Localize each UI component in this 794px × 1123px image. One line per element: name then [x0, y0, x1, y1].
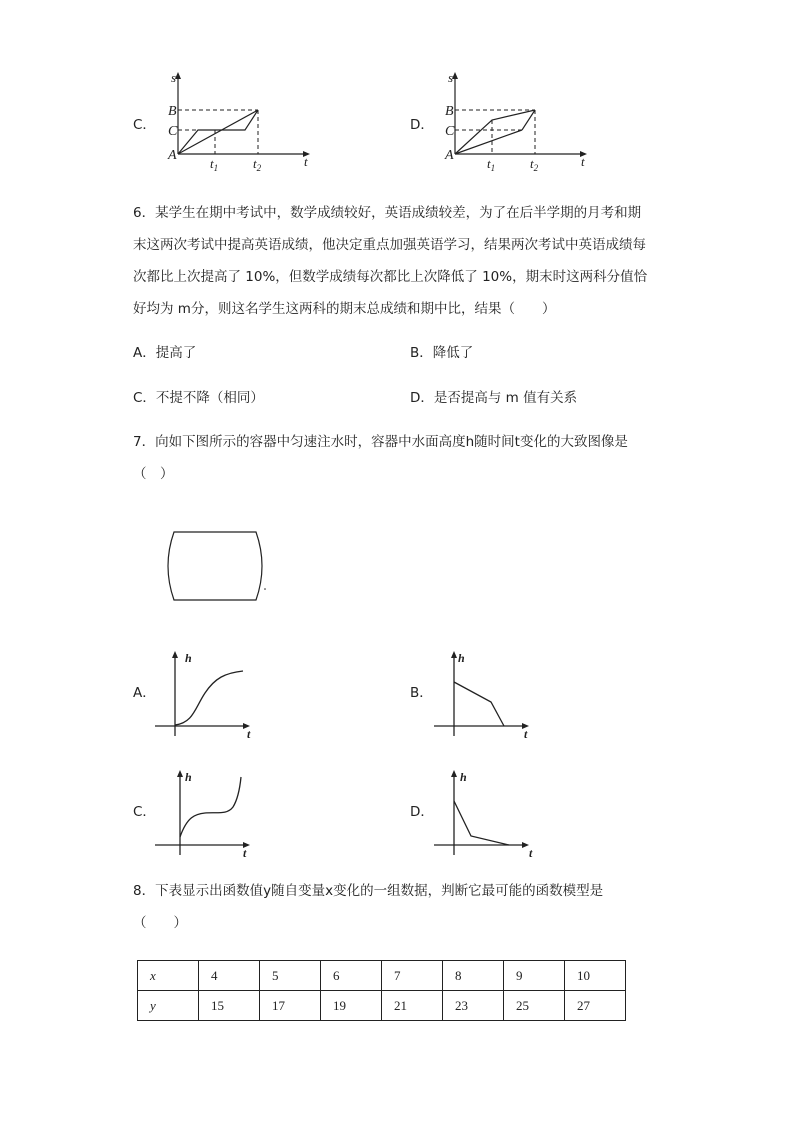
t-axis-label: t: [243, 846, 247, 860]
table-row-y: [138, 991, 626, 1021]
h-axis-label: h: [185, 770, 192, 784]
table-cell: 17: [260, 991, 321, 1021]
t-axis-label: t: [524, 727, 528, 741]
s-axis-label: s: [448, 70, 454, 85]
q6-option-b: B．降低了: [410, 345, 474, 361]
container-diagram: [164, 530, 270, 604]
q5-option-c-label: C．: [133, 117, 156, 133]
q5-option-d-label: D．: [410, 117, 434, 133]
q6-line-3: 次都比上次提高了 10%，但数学成绩每次都比上次降低了 10%，期末时这两科分值恰: [133, 269, 648, 285]
table-cell: 15: [199, 991, 260, 1021]
q7-stem-line-1: 7．向如下图所示的容器中匀速注水时，容器中水面高度h随时间t变化的大致图像是: [133, 434, 628, 450]
table-cell: 10: [565, 961, 626, 991]
q6-stem: [133, 197, 673, 325]
q7-graph-d: [434, 767, 539, 859]
q6-line-4: 好均为 m分，则这名学生这两科的期末总成绩和期中比，结果（ ）: [133, 301, 556, 317]
q6-option-d: D．是否提高与 m 值有关系: [410, 390, 578, 406]
h-axis-label: h: [458, 651, 465, 665]
point-c-label: C: [445, 124, 455, 139]
table-header-x: x: [138, 961, 199, 991]
table-cell: 19: [321, 991, 382, 1021]
table-cell: 5: [260, 961, 321, 991]
table-cell: 27: [565, 991, 626, 1021]
t2-label: $t_2$: [530, 156, 539, 173]
t-axis-label: t: [581, 154, 585, 169]
q7-option-a-label: A．: [133, 685, 156, 701]
q7-option-c-label: C．: [133, 804, 156, 820]
h-axis-label: h: [185, 651, 192, 665]
table-cell: 9: [504, 961, 565, 991]
t1-label: $t_1$: [487, 156, 496, 173]
table-cell: 4: [199, 961, 260, 991]
q7-option-d-label: D．: [410, 804, 434, 820]
xy-data-table: [137, 960, 626, 1021]
q8-stem-line-1: 8．下表显示出函数值y随自变量x变化的一组数据，判断它最可能的函数模型是: [133, 883, 604, 899]
q7-graph-c: [155, 767, 260, 859]
point-a-label: A: [445, 148, 454, 163]
table-cell: 21: [382, 991, 443, 1021]
table-cell: 25: [504, 991, 565, 1021]
table-cell: 7: [382, 961, 443, 991]
q6-line-2: 末这两次考试中提高英语成绩，他决定重点加强英语学习，结果两次考试中英语成绩每: [133, 237, 646, 253]
point-c-label: C: [168, 124, 178, 139]
table-row-x: [138, 961, 626, 991]
t2-label: $t_2$: [253, 156, 262, 173]
point-b-label: B: [168, 104, 177, 119]
point-a-label: A: [168, 148, 177, 163]
q7-option-b-label: B．: [410, 685, 433, 701]
h-axis-label: h: [460, 770, 467, 784]
q7-stem-line-2: （ ）: [133, 466, 174, 482]
t-axis-label: t: [247, 727, 251, 741]
table-cell: 23: [443, 991, 504, 1021]
q5-graph-d: [447, 70, 597, 175]
q6-option-a: A．提高了: [133, 345, 197, 361]
q7-graph-b: [434, 648, 539, 740]
point-b-label: B: [445, 104, 454, 119]
table-cell: 6: [321, 961, 382, 991]
q7-graph-a: [155, 648, 260, 740]
table-header-y: y: [138, 991, 199, 1021]
q8-stem-line-2: （ ）: [133, 915, 187, 931]
s-axis-label: s: [171, 70, 177, 85]
t1-label: $t_1$: [210, 156, 219, 173]
table-cell: 8: [443, 961, 504, 991]
t-axis-label: t: [304, 154, 308, 169]
q6-line-1: 6．某学生在期中考试中，数学成绩较好，英语成绩较差，为了在后半学期的月考和期: [133, 205, 642, 221]
q6-option-c: C．不提不降（相同）: [133, 390, 264, 406]
q5-graph-c: [170, 70, 320, 175]
t-axis-label: t: [529, 846, 533, 860]
